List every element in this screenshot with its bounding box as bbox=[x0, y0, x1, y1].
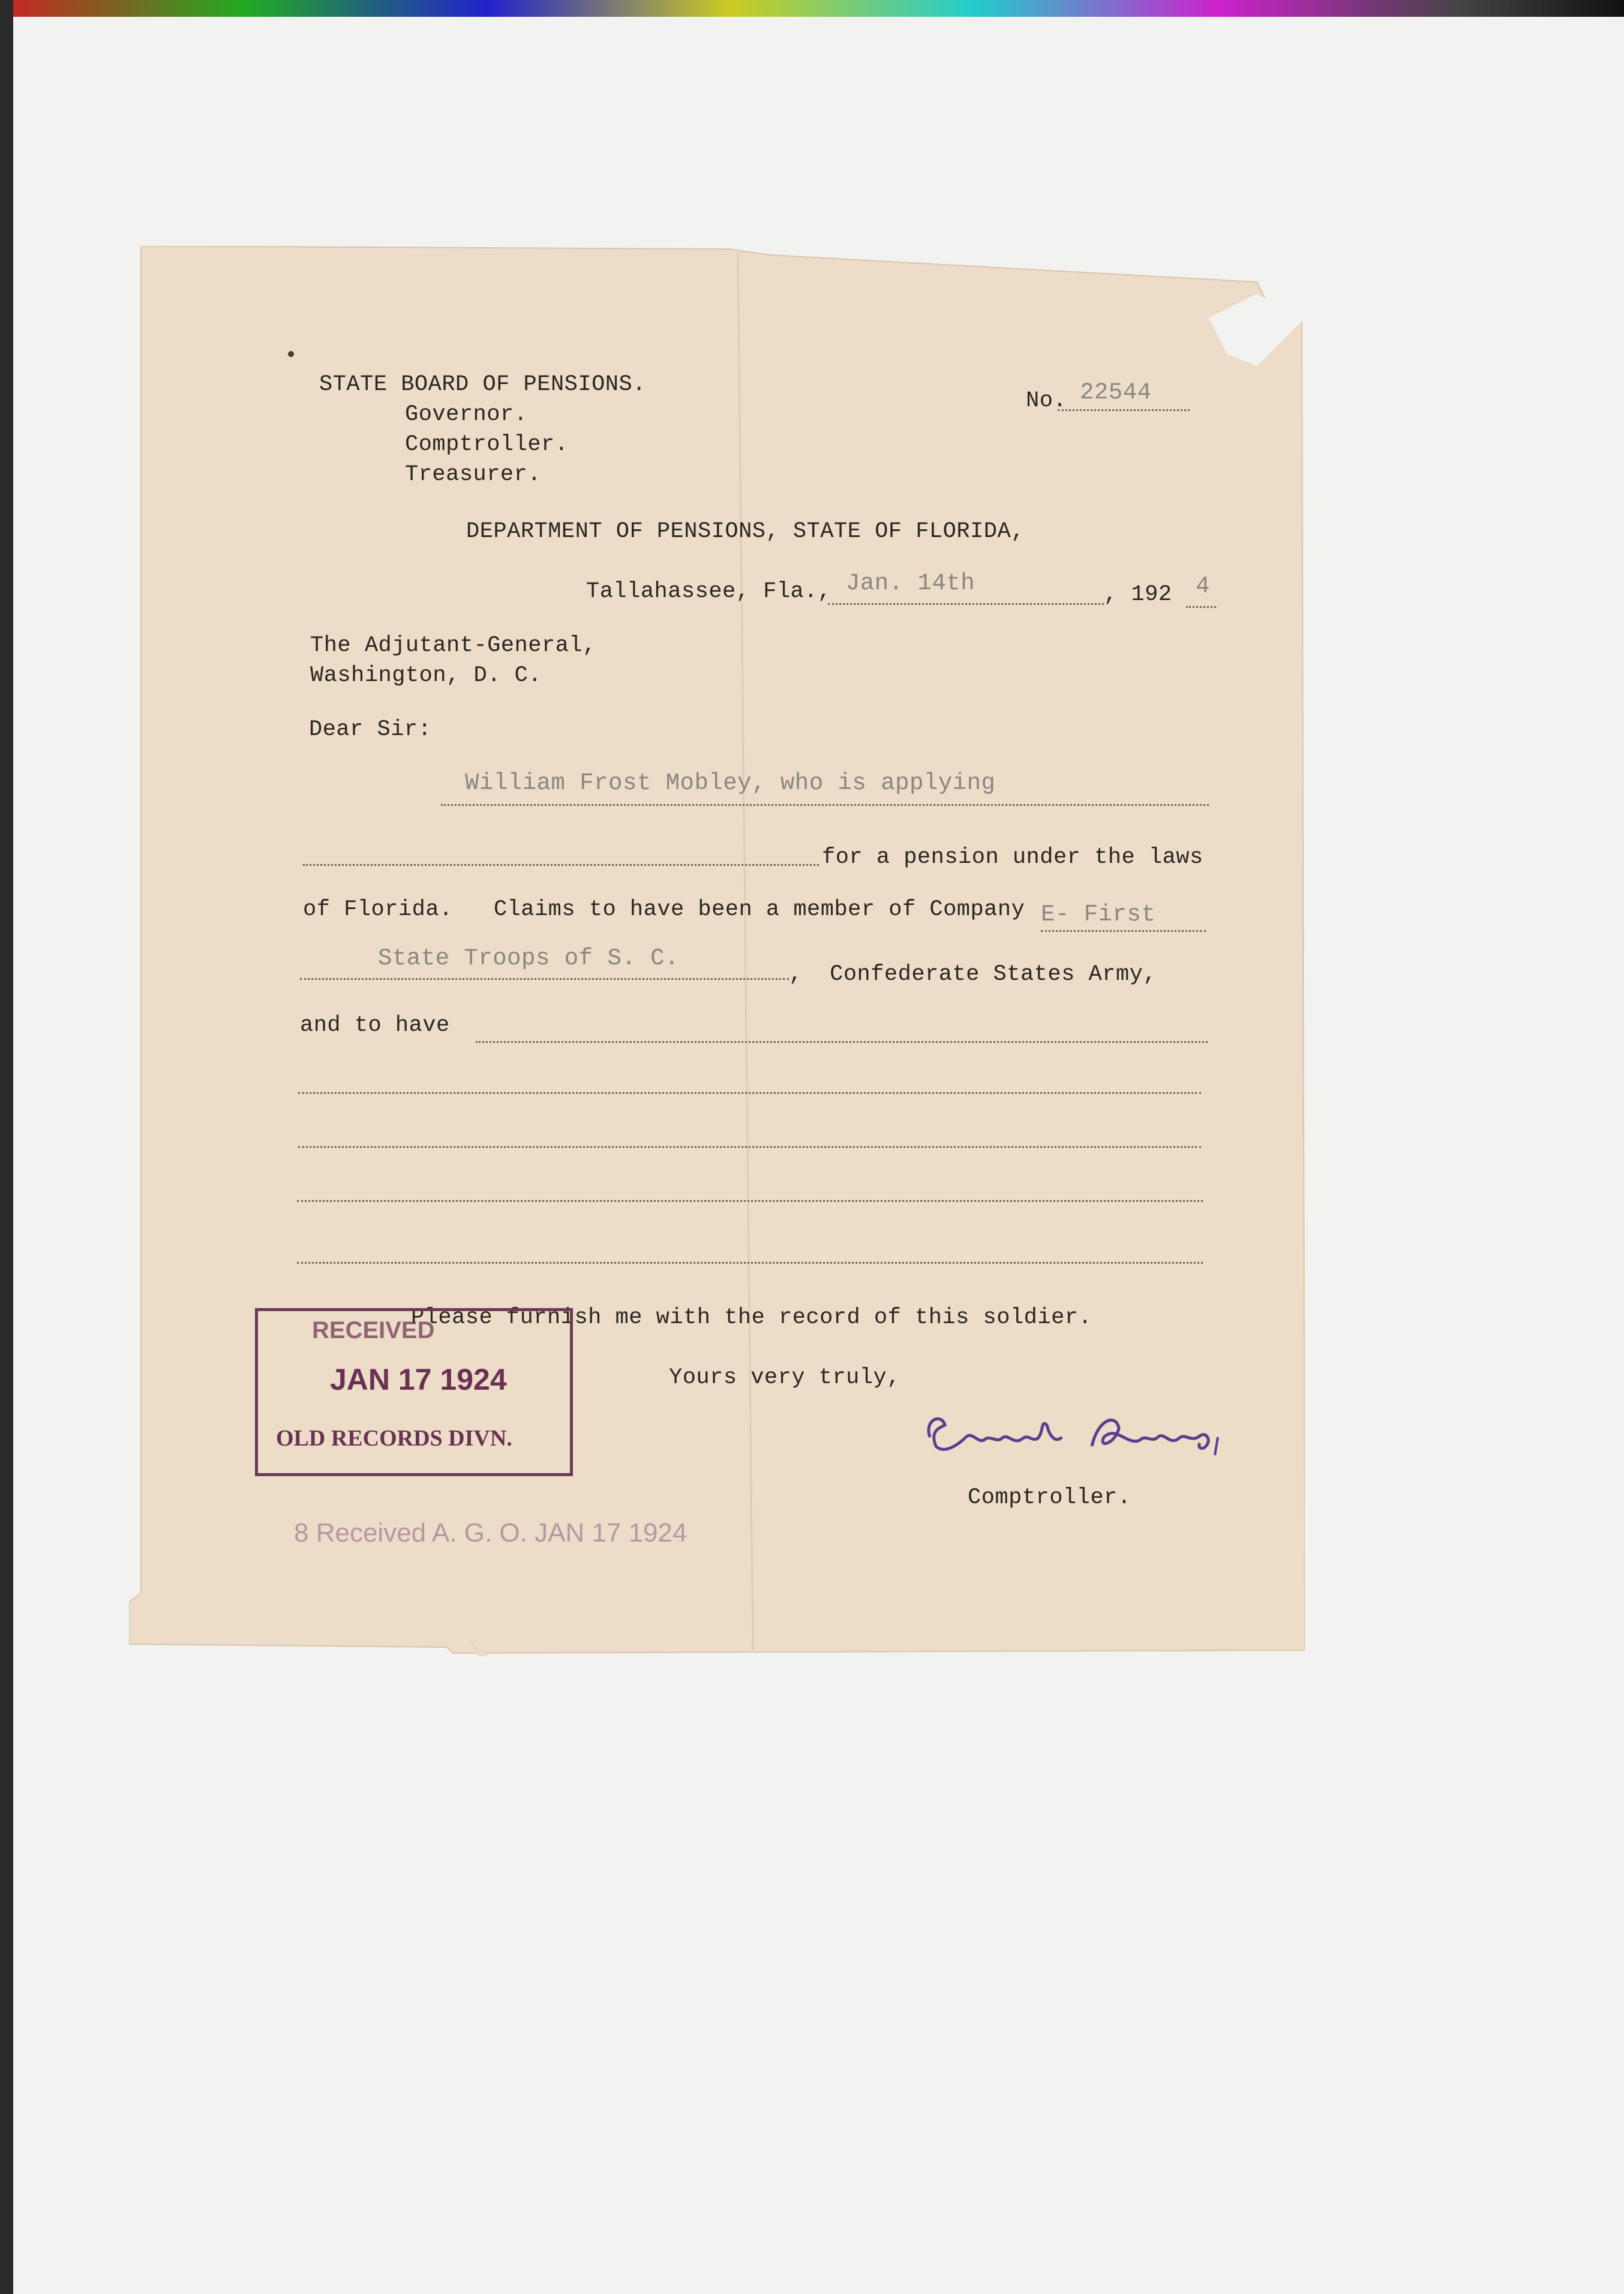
stamp-division: OLD RECORDS DIVN. bbox=[276, 1426, 512, 1451]
number-underline bbox=[1058, 409, 1190, 411]
company-value: E- First bbox=[1041, 901, 1156, 928]
unit-underline bbox=[300, 978, 789, 980]
request-text: Please furnish me with the record of this soldier. bbox=[411, 1305, 1092, 1330]
date-place: Tallahassee, Fla., bbox=[586, 579, 831, 604]
pension-text: for a pension under the laws bbox=[822, 845, 1203, 870]
number-label: No. bbox=[1026, 388, 1067, 413]
applicant-underline bbox=[441, 804, 1209, 806]
claim-prefix: of Florida. Claims to have been a member of Company bbox=[303, 897, 1025, 922]
member-treasurer: Treasurer. bbox=[405, 462, 542, 487]
blank-line-2 bbox=[476, 1041, 1208, 1043]
date-value: Jan. 14th bbox=[846, 570, 975, 596]
blank-line-1 bbox=[303, 864, 819, 866]
stamp-date: JAN 17 1924 bbox=[330, 1363, 507, 1396]
received-ago-line: 8 Received A. G. O. JAN 17 1924 bbox=[294, 1518, 688, 1548]
year-suffix: 4 bbox=[1196, 573, 1210, 599]
blank-line-5 bbox=[297, 1200, 1203, 1202]
salutation: Dear Sir: bbox=[309, 717, 432, 742]
department-line: DEPARTMENT OF PENSIONS, STATE OF FLORIDA, bbox=[466, 519, 1025, 544]
pension-letter bbox=[129, 246, 1305, 1656]
year-underline bbox=[1186, 606, 1216, 608]
army-text: , Confederate States Army, bbox=[789, 962, 1157, 987]
addressee-line1: The Adjutant-General, bbox=[310, 633, 596, 658]
blank-line-4 bbox=[298, 1146, 1201, 1148]
member-governor: Governor. bbox=[405, 402, 528, 427]
company-underline bbox=[1041, 930, 1206, 932]
scanner-color-strip bbox=[0, 0, 1624, 17]
blank-line-6 bbox=[297, 1262, 1203, 1264]
closing-title: Comptroller. bbox=[968, 1485, 1131, 1510]
board-title: STATE BOARD OF PENSIONS. bbox=[319, 372, 646, 397]
unit-value: State Troops of S. C. bbox=[378, 945, 679, 971]
date-underline bbox=[828, 603, 1104, 605]
number-value: 22544 bbox=[1080, 379, 1152, 406]
closing-yours: Yours very truly, bbox=[669, 1365, 900, 1390]
stamp-received: RECEIVED bbox=[312, 1317, 435, 1344]
year-prefix: , 192 bbox=[1104, 582, 1172, 607]
applicant-name: William Frost Mobley, who is applying bbox=[465, 770, 996, 796]
received-stamp bbox=[255, 1308, 573, 1476]
and-to-have: and to have bbox=[300, 1013, 450, 1038]
blank-line-3 bbox=[298, 1092, 1201, 1094]
member-comptroller: Comptroller. bbox=[405, 432, 569, 457]
addressee-line2: Washington, D. C. bbox=[310, 663, 542, 688]
signature bbox=[918, 1395, 1242, 1467]
scanner-edge bbox=[0, 0, 13, 2294]
